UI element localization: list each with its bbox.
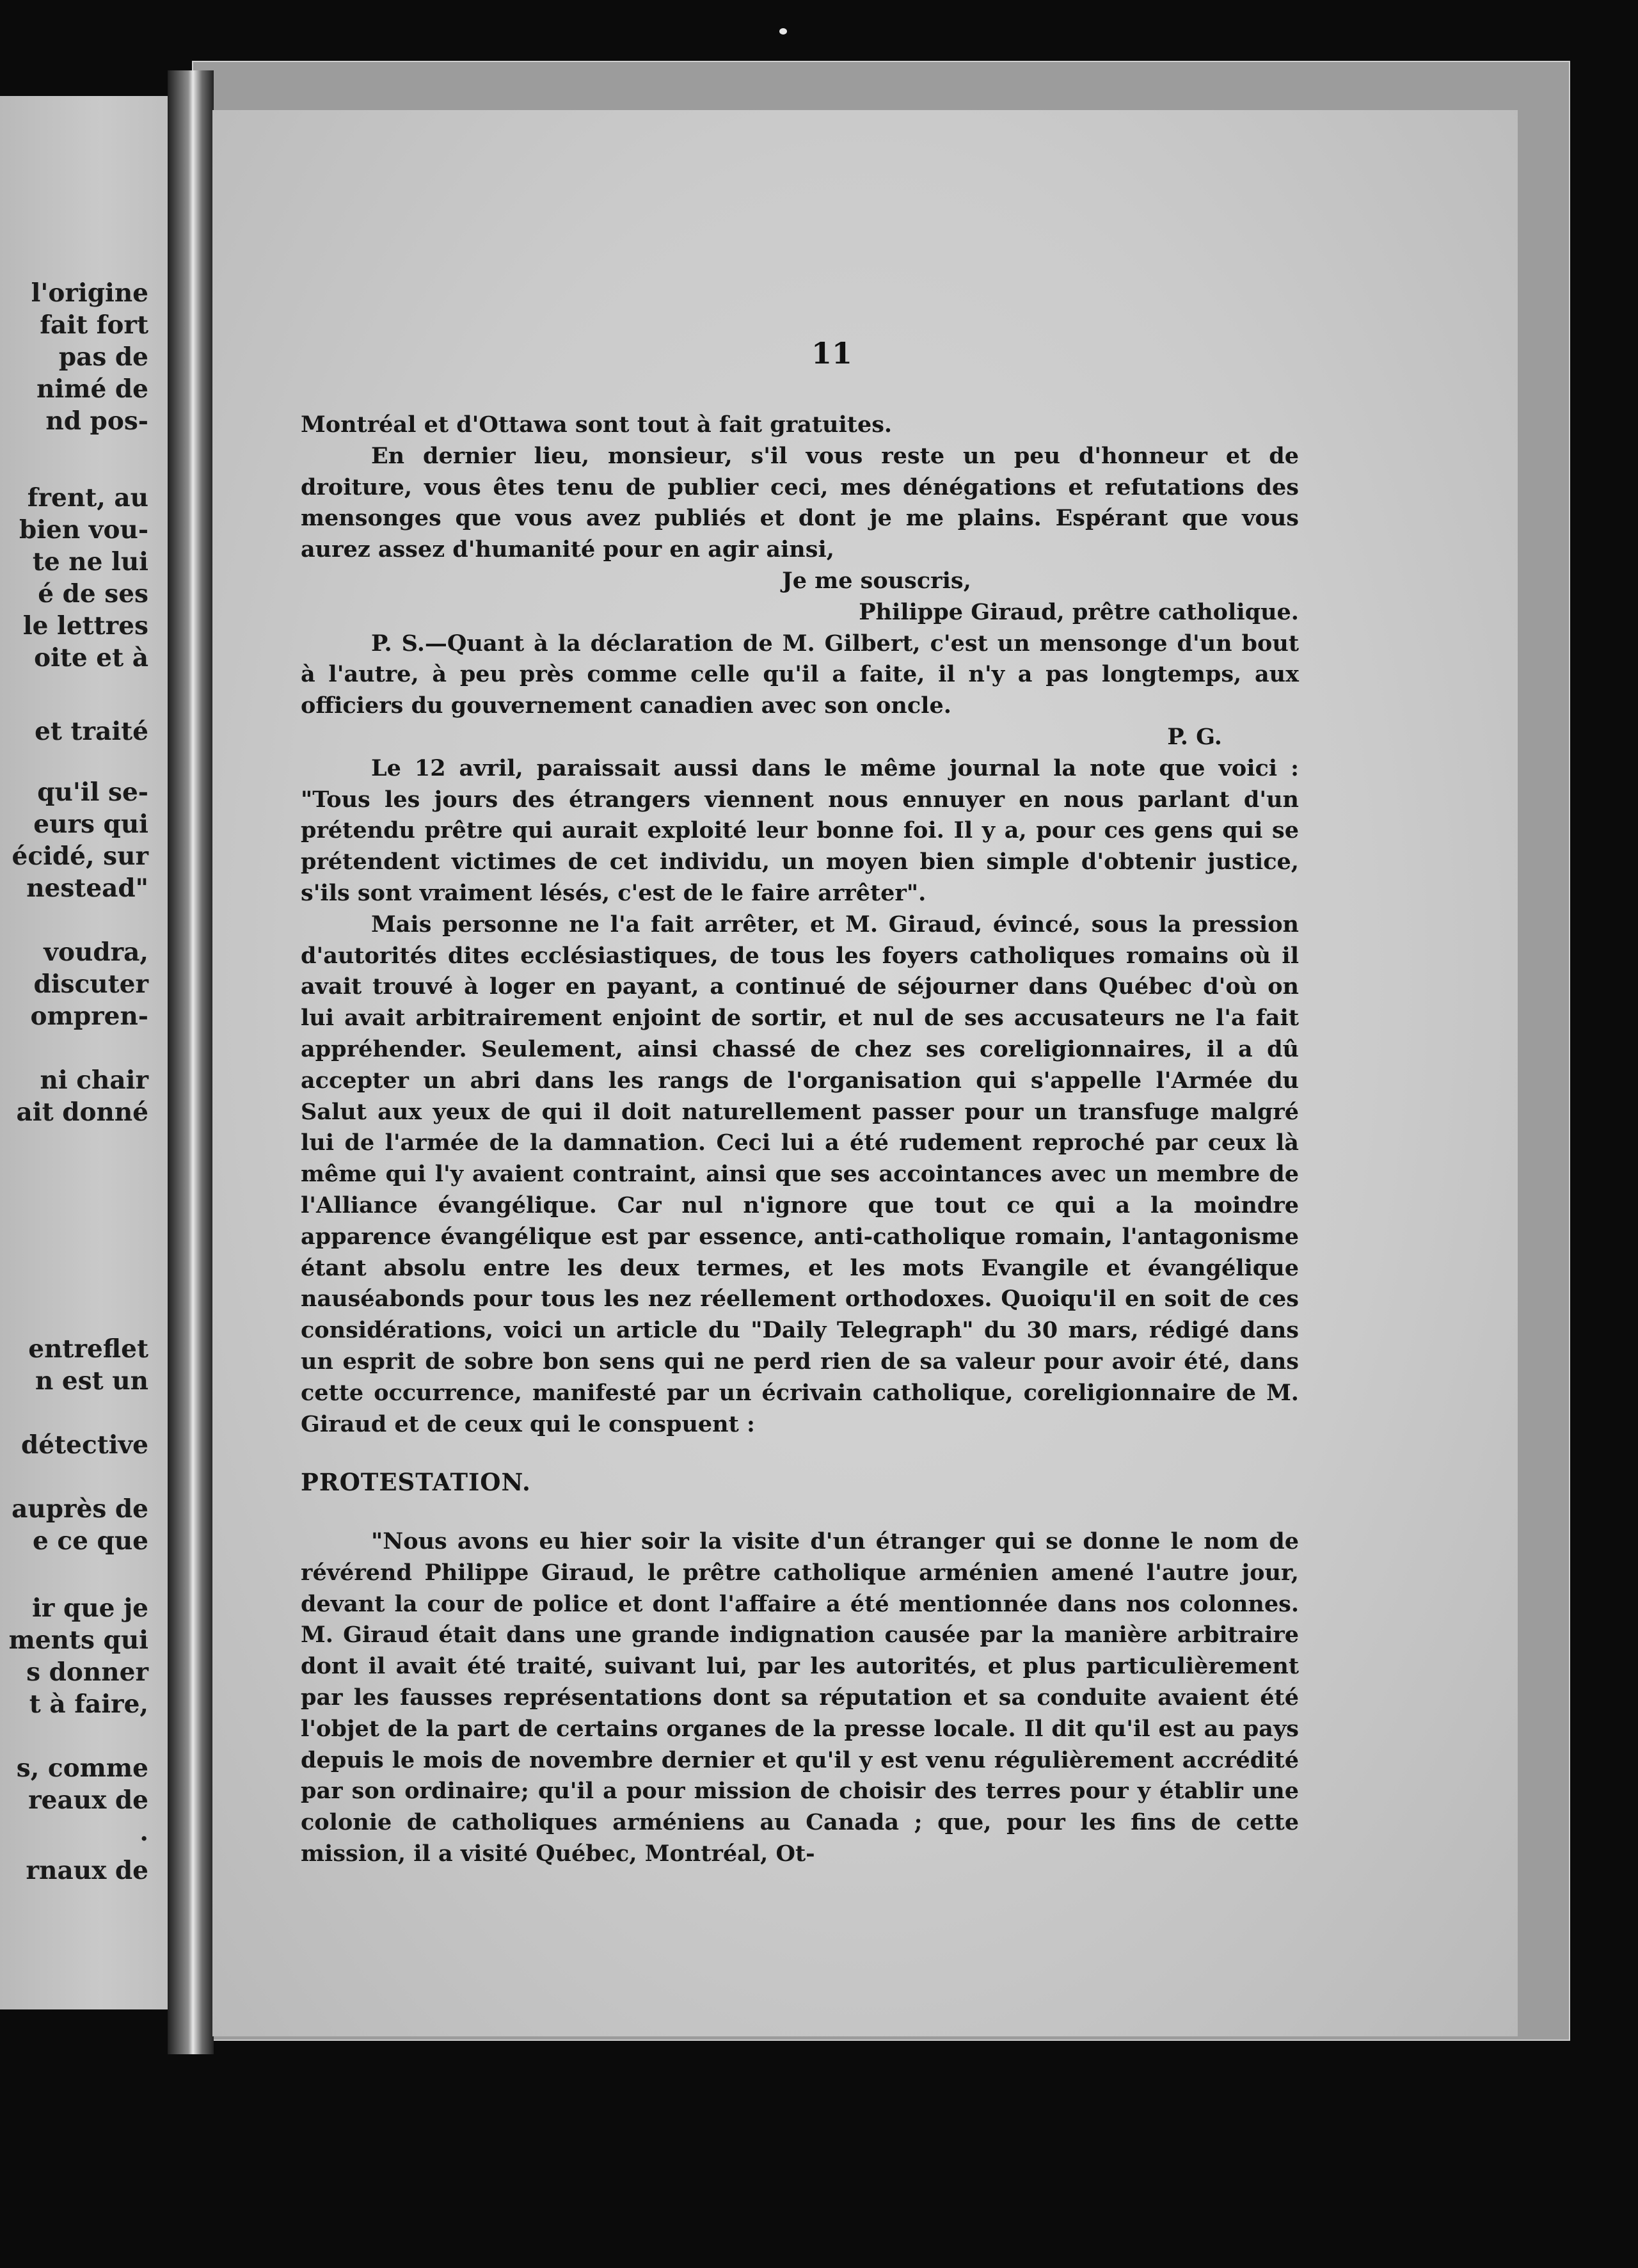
- left-page-line-fragment: voudra,: [44, 938, 148, 967]
- paragraph: "Nous avons eu hier soir la visite d'un étranger qui se donne le nom de révérend Philippe Giraud, le prêtre catholique arménien amené l'autre jour, devant la cour de police et dont l'affaire a été mentionnée dans nos colonnes. M. Giraud était dans une grande indignation causée par la manière arbitraire dont il avait été traité, suivant lui, par les autorités, et plus particulièrement par les fausses représentations dont sa réputation et sa conduite avaient été l'objet de la part de certains organes de la presse locale. Il dit qu'il est au pays depuis le mois de novembre dernier et qu'il y est venu régulièrement accrédité par son ordinaire; qu'il a pour mission de choisir des terres pour y établir une colonie de catholiques arméniens au Canada ; que, pour les fins de cette mission, il a visité Québec, Montréal, Ot-: [301, 1528, 1299, 1867]
- left-page-line-fragment: te ne lui: [32, 547, 148, 577]
- left-page-line-fragment: eurs qui: [33, 810, 148, 839]
- postscript: P. S.—Quant à la déclaration de M. Gilbert, c'est un mensonge d'un bout à l'autre, à peu près comme celle qu'il a faite, il n'y a pas longtemps, aux officiers du gouvernement canadien avec son oncle.: [301, 630, 1299, 719]
- signature: Philippe Giraud, prêtre catholique.: [859, 598, 1299, 625]
- left-page-line-fragment: et traité: [35, 717, 148, 746]
- dust-speck: [779, 28, 787, 35]
- section-heading: PROTESTATION.: [301, 1468, 531, 1497]
- left-page-line-fragment: t à faire,: [29, 1689, 148, 1719]
- left-page-line-fragment: détective: [21, 1430, 148, 1460]
- page-text: [301, 410, 1299, 1870]
- left-page-line-fragment: .: [139, 1817, 148, 1847]
- left-page-line-fragment: ait donné: [16, 1098, 148, 1127]
- left-page-line-fragment: reaux de: [28, 1785, 148, 1815]
- left-page-line-fragment: ir que je: [32, 1593, 148, 1623]
- left-page-line-fragment: é de ses: [38, 579, 148, 609]
- book-gutter: [168, 70, 214, 2054]
- paragraph: Le 12 avril, paraissait aussi dans le même journal la note que voici : "Tous les jours des étrangers viennent nous ennuyer en nous parlant d'un prétendu prêtre qui aurait exploité leur bonne foi. Il y a, pour ces gens qui se prétendent victimes de cet individu, un moyen bien simple d'obtenir justice, s'ils sont vraiment lésés, c'est de le faire arrêter".: [301, 755, 1299, 906]
- left-page-line-fragment: e ce que: [33, 1526, 148, 1556]
- left-page-line-fragment: ments qui: [8, 1625, 148, 1655]
- left-page-line-fragment: entreflet: [28, 1334, 148, 1364]
- left-page-line-fragment: qu'il se-: [37, 778, 148, 807]
- left-page-line-fragment: nd pos-: [45, 406, 148, 436]
- paragraph: Mais personne ne l'a fait arrêter, et M. Giraud, évincé, sous la pression d'autorités dites ecclésiastiques, de tous les foyers catholiques romains où il avait trouvé à loger en payant, a continué de séjourner dans Québec d'où on lui avait arbitrairement enjoint de sortir, et nul de ses accusateurs ne l'a fait appréhender. Seulement, ainsi chassé de chez ses coreligionnaires, il a dû accepter un abri dans les rangs de l'organisation qui s'appelle l'Armée du Salut aux yeux de qui il doit naturellement passer pour un transfuge malgré lui de l'armée de la damnation. Ceci lui a été rudement reproché par ceux là même qui l'y avaient contraint, ainsi que ses accointances avec un membre de l'Alliance évangélique. Car nul n'ignore que tout ce qui a la moindre apparence évangélique est par essence, anti-catholique romain, l'antagonisme étant absolu entre les deux termes, et les mots Evangile et évangélique nauséabonds pour tous les nez réellement orthodoxes. Quoiqu'il en soit de ces considérations, voici un article du "Daily Telegraph" du 30 mars, rédigé dans un esprit de sobre bon sens qui ne perd rien de sa valeur pour avoir été, dans cette occurrence, manifesté par un écrivain catholique, coreligionnaire de M. Giraud et de ceux qui le conspuent :: [301, 911, 1299, 1437]
- left-page-line-fragment: nestead": [26, 874, 148, 903]
- left-page-line-fragment: s, comme: [16, 1753, 148, 1783]
- left-page-line-fragment: ompren-: [30, 1002, 148, 1031]
- left-page-line-fragment: fait fort: [40, 310, 148, 340]
- closing-formula: Je me souscris,: [782, 567, 971, 594]
- left-page-line-fragment: auprès de: [12, 1494, 148, 1524]
- opening-line: Montréal et d'Ottawa sont tout à fait gratuites.: [301, 411, 893, 438]
- left-page-line-fragment: bien vou-: [19, 515, 148, 545]
- left-page-line-fragment: discuter: [33, 970, 148, 999]
- left-page-line-fragment: s donner: [26, 1657, 148, 1687]
- left-page-line-fragment: nimé de: [36, 374, 148, 404]
- left-page-line-fragment: rnaux de: [26, 1856, 148, 1885]
- left-page-fragment: [0, 96, 168, 2009]
- left-page-line-fragment: n est un: [35, 1366, 148, 1396]
- left-page-line-fragment: l'origine: [31, 278, 148, 308]
- left-page-line-fragment: écidé, sur: [12, 842, 148, 871]
- postscript-initials: P. G.: [1167, 723, 1222, 750]
- left-page-line-fragment: pas de: [58, 342, 148, 372]
- left-page-line-fragment: frent, au: [27, 483, 148, 513]
- left-page-line-fragment: oite et à: [34, 643, 148, 673]
- left-page-line-fragment: ni chair: [40, 1066, 148, 1095]
- page-number: 11: [811, 336, 852, 371]
- paragraph: En dernier lieu, monsieur, s'il vous reste un peu d'honneur et de droiture, vous êtes tenu de publier ceci, mes dénégations et refutations des mensonges que vous avez publiés et dont je me plains. Espérant que vous aurez assez d'humanité pour en agir ainsi,: [301, 442, 1299, 563]
- left-page-line-fragment: le lettres: [22, 611, 148, 641]
